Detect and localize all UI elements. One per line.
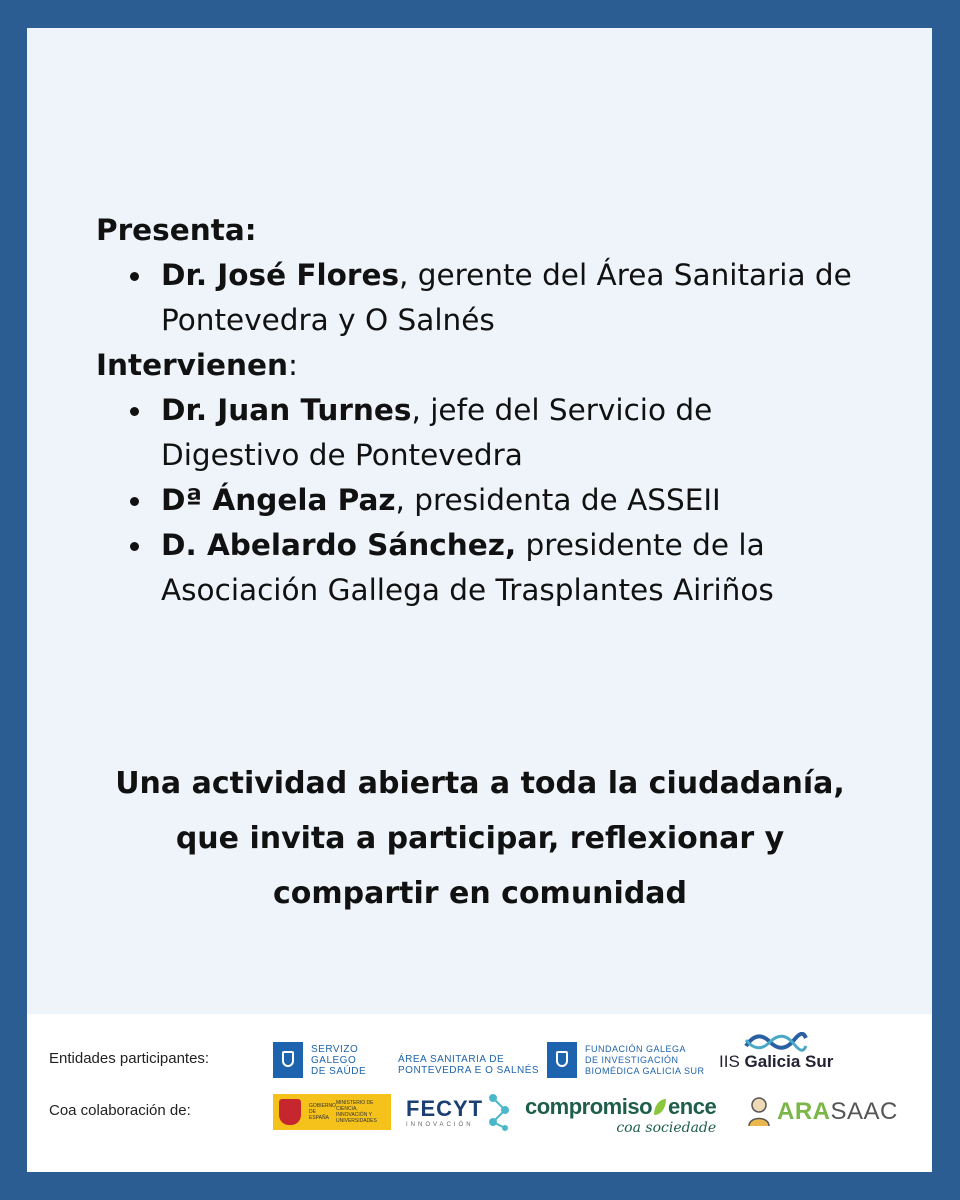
sponsors-footer <box>27 1014 932 1172</box>
list-item <box>161 523 856 613</box>
speaker-role: presidente de la Asociación Gallega de Trasplantes Airiños <box>161 528 774 607</box>
ence-logo <box>525 1094 716 1136</box>
fundacion-line: DE INVESTIGACIÓN <box>585 1054 679 1065</box>
sergas-logo <box>273 1042 366 1078</box>
area-line: PONTEVEDRA E O SALNÉS <box>398 1065 540 1076</box>
list-item <box>161 388 856 478</box>
iis-prefix: IIS <box>719 1052 740 1071</box>
area-text <box>398 1054 539 1076</box>
iis-wave-icon <box>744 1032 808 1052</box>
speaker-name: Dr. José Flores <box>161 258 400 292</box>
speaker-role: , jefe del Servicio de Digestivo de Pontevedra <box>161 393 713 472</box>
sergas-line: DE SAÚDE <box>311 1065 367 1077</box>
spain-tile <box>273 1094 391 1130</box>
fecyt-text <box>406 1096 483 1128</box>
intervienen-label: Intervienen <box>96 348 288 382</box>
spain-text <box>309 1103 336 1121</box>
spain-ministry-logo <box>273 1094 391 1130</box>
fundacion-logo <box>547 1042 705 1078</box>
speaker-name: Dr. Juan Turnes <box>161 393 412 427</box>
fecyt-logo <box>406 1092 515 1132</box>
fecyt-sub: INNOVACIÓN <box>406 1122 474 1128</box>
fecyt-word: FECYT <box>406 1096 484 1121</box>
fundacion-text <box>585 1044 705 1077</box>
intervienen-colon: : <box>288 348 298 382</box>
ence-brand: ence <box>668 1094 717 1119</box>
tagline: Una actividad abierta a toda la ciudadanía, que invita a participar, reflexionar y compartir en comunidad <box>115 766 845 911</box>
speaker-role: , gerente del Área Sanitaria de Pontevedra y O Salnés <box>161 258 852 337</box>
fundacion-line: BIOMÉDICA GALICIA SUR <box>585 1065 705 1076</box>
ence-wordmark <box>525 1094 716 1120</box>
ence-sub: coa sociedade <box>616 1120 717 1136</box>
xunta-shield-icon <box>547 1042 577 1078</box>
fecyt-molecule-icon <box>485 1092 515 1132</box>
spain-ministry: MINISTERIO DE CIENCIA, INNOVACIÓN Y UNIVERSIDADES <box>336 1100 377 1124</box>
arasaac-logo <box>745 1096 898 1128</box>
sergas-line: SERVIZO <box>311 1043 359 1055</box>
leaf-icon <box>652 1097 668 1117</box>
ara-part-a: ARA <box>777 1098 831 1125</box>
list-item <box>161 253 856 343</box>
fundacion-line: FUNDACIÓN GALEGA <box>585 1043 687 1054</box>
ara-part-b: SAAC <box>830 1098 898 1125</box>
presenta-heading: Presenta: <box>96 213 257 247</box>
spain-gob: GOBIERNO DE ESPAÑA <box>309 1103 336 1121</box>
speakers-section <box>96 208 856 613</box>
list-item <box>161 478 856 523</box>
iis-text <box>719 1052 833 1072</box>
speaker-name: D. Abelardo Sánchez, <box>161 528 517 562</box>
iis-galicia-sur-logo <box>719 1032 833 1072</box>
area-sanitaria-logo <box>398 1054 539 1076</box>
arasaac-figure-icon <box>745 1096 773 1128</box>
ence-word: compromiso <box>525 1094 653 1119</box>
area-line: ÁREA SANITARIA DE <box>398 1054 505 1065</box>
arasaac-text <box>777 1098 898 1126</box>
collab-label: Coa colaboración de: <box>49 1102 191 1119</box>
sergas-text <box>311 1044 366 1077</box>
intervienen-heading <box>96 343 856 388</box>
presenta-list <box>96 253 856 343</box>
spain-coat-of-arms-icon <box>279 1099 301 1125</box>
sergas-line: GALEGO <box>311 1054 357 1066</box>
speaker-role: , presidenta de ASSEII <box>395 483 721 517</box>
intervienen-list <box>96 388 856 613</box>
speaker-name: Dª Ángela Paz <box>161 483 396 517</box>
iis-name: Galicia Sur <box>744 1052 834 1071</box>
participants-label: Entidades participantes: <box>49 1050 210 1067</box>
xunta-shield-icon <box>273 1042 303 1078</box>
